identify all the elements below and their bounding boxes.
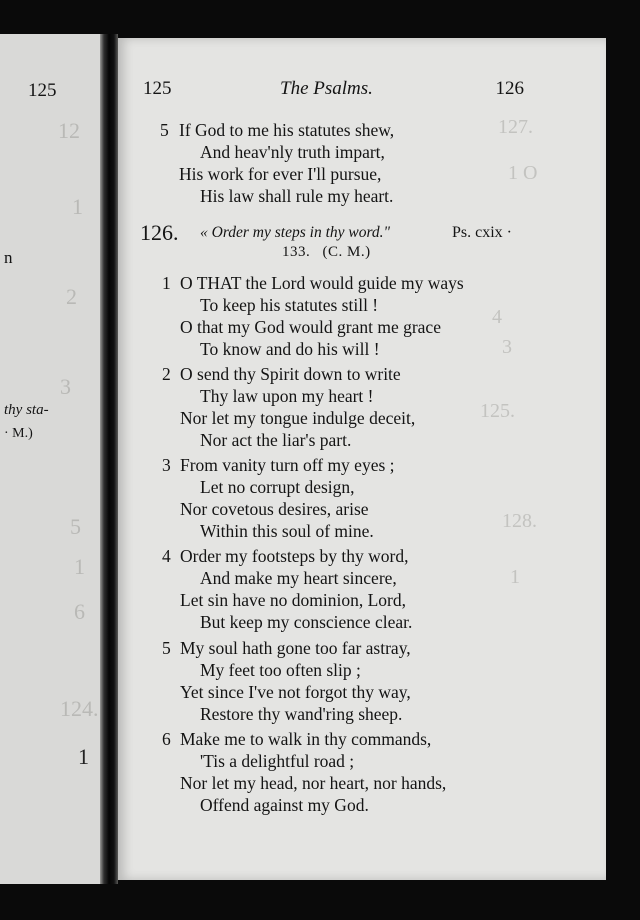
verse-number: 3: [162, 455, 171, 475]
verse-line: His work for ever I'll pursue,: [179, 164, 382, 184]
page-number-right: 126: [495, 78, 524, 99]
verse-line: My feet too often slip ;: [200, 660, 361, 680]
verse-line: Let no corrupt design,: [200, 477, 355, 497]
verse-line: Make me to walk in thy commands,: [180, 729, 432, 749]
psalm-reference-cont: 133.: [282, 244, 311, 260]
bleed-through-mark: 3: [502, 336, 512, 358]
verse-line: Thy law upon my heart !: [200, 386, 374, 406]
verse-line: Within this soul of mine.: [200, 521, 374, 541]
verse-line: Order my footsteps by thy word,: [180, 546, 409, 566]
verse-line: Nor act the liar's part.: [200, 430, 352, 450]
verse-line: His law shall rule my heart.: [200, 186, 394, 206]
verse-number: 5: [162, 638, 171, 658]
bleed-through-mark: 127.: [498, 116, 533, 138]
left-page-text-fragment: n: [4, 248, 13, 267]
left-page-number: 125: [28, 80, 57, 101]
bleed-through-mark: 1: [510, 566, 520, 588]
verse-line: And make my heart sincere,: [200, 568, 397, 588]
verse-line: My soul hath gone too far astray,: [180, 638, 411, 658]
verse-line: Let sin have no dominion, Lord,: [180, 590, 407, 610]
verse-line: Nor covetous desires, arise: [180, 499, 369, 519]
verse-line: O THAT the Lord would guide my ways: [180, 273, 464, 293]
verse-line: Restore thy wand'ring sheep.: [200, 704, 403, 724]
bleed-through-mark: 1: [74, 554, 85, 579]
verse-line: Nor let my tongue indulge deceit,: [180, 408, 416, 428]
verse-line: And heav'nly truth impart,: [200, 142, 385, 162]
left-page-text-fragment: thy sta-: [4, 402, 49, 418]
bleed-through-mark: 6: [74, 599, 85, 624]
verse-line: O that my God would grant me grace: [180, 317, 441, 337]
verse-number: 1: [162, 273, 171, 293]
bleed-through-mark: 1: [72, 194, 83, 219]
verse-line: To know and do his will !: [200, 339, 380, 359]
bleed-through-mark: 128.: [502, 510, 537, 532]
left-page-text-fragment: · M.): [4, 426, 33, 441]
bleed-through-mark: 3: [60, 374, 71, 399]
verse-line: Yet since I've not forgot thy way,: [180, 682, 411, 702]
bleed-through-mark: 125.: [480, 400, 515, 422]
page-number-left: 125: [143, 78, 172, 99]
bleed-through-mark: 4: [492, 306, 502, 328]
running-title: The Psalms.: [280, 78, 373, 99]
psalm-title: « Order my steps in thy word.": [200, 224, 391, 241]
bleed-through-mark: 124.: [60, 696, 99, 721]
verse-number: 5: [160, 120, 169, 140]
verse-number: 4: [162, 546, 171, 566]
verse-line: But keep my conscience clear.: [200, 612, 413, 632]
verse-line: From vanity turn off my eyes ;: [180, 455, 395, 475]
verse-line: O send thy Spirit down to write: [180, 364, 401, 384]
psalm-number: 126.: [140, 220, 179, 245]
verse-number: 2: [162, 364, 171, 384]
psalm-heading: [140, 220, 512, 246]
psalm-reference: Ps. cxix ·: [452, 224, 512, 241]
bleed-through-mark: 2: [66, 284, 77, 309]
verse-line: If God to me his statutes shew,: [179, 120, 395, 140]
verse-number: 6: [162, 729, 171, 749]
bleed-through-mark: 12: [58, 118, 80, 143]
verse-line: Nor let my head, nor heart, nor hands,: [180, 773, 447, 793]
left-page-fragment: [0, 34, 100, 884]
verse-line: To keep his statutes still !: [200, 295, 379, 315]
book-gutter: [100, 34, 118, 884]
bleed-through-mark: 1 O: [508, 162, 538, 184]
bleed-through-mark: 1: [78, 744, 89, 769]
verse-line: Offend against my God.: [200, 795, 369, 815]
verse-line: 'Tis a delightful road ;: [200, 751, 355, 771]
bleed-through-mark: 5: [70, 514, 81, 539]
book-page: [118, 38, 606, 880]
meter-label: (C. M.): [322, 244, 371, 260]
psalm-meter: [282, 244, 371, 261]
